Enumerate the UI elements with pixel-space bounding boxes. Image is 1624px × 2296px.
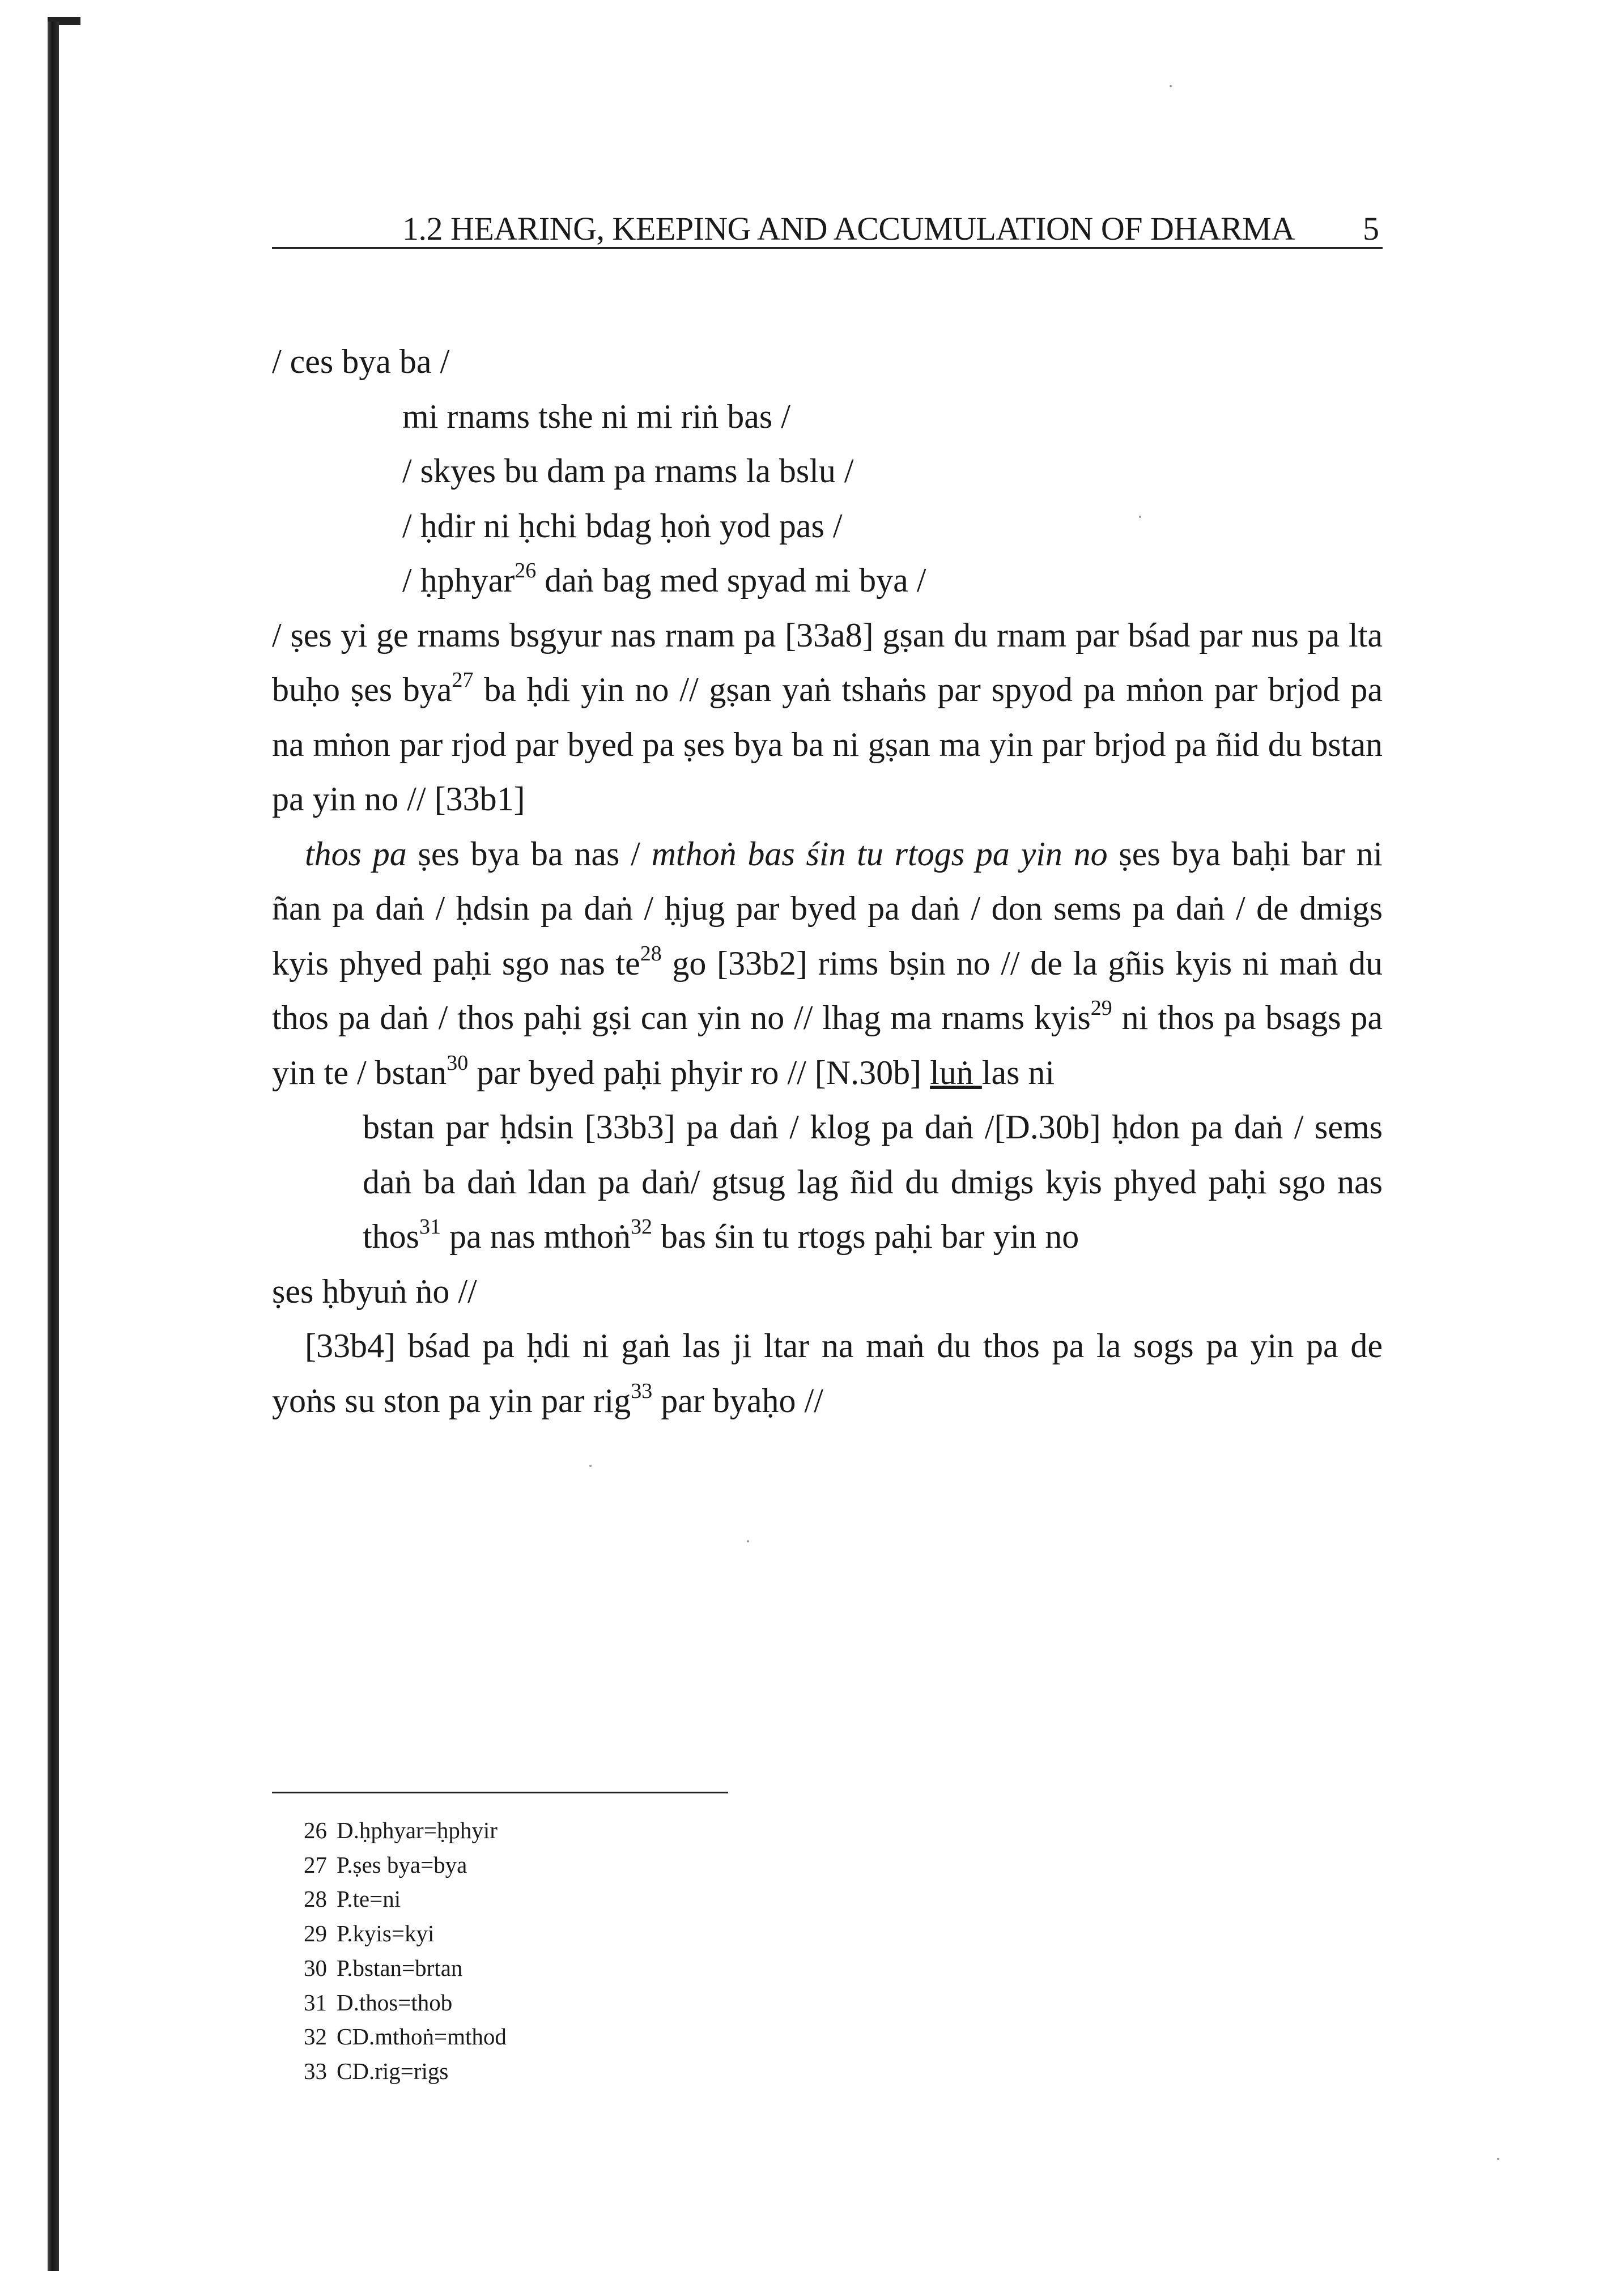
footnote-ref: 30 xyxy=(447,1051,469,1075)
footnote-text: CD.rig=rigs xyxy=(337,2057,449,2084)
italic-term: thos pa xyxy=(305,835,407,873)
paragraph-1 xyxy=(272,608,1383,827)
footnote-number: 29 xyxy=(304,1920,327,1947)
footnote-rule xyxy=(272,1792,728,1793)
text-run: [33b4] bśad pa ḥdi ni gaṅ las ji ltar na maṅ du thos pa la sogs pa yin pa de yoṅs su ston pa yin par rig xyxy=(272,1327,1383,1419)
line-ces: / ces bya ba / xyxy=(272,343,450,380)
paragraph-3 xyxy=(272,1319,1383,1428)
footnote-number: 30 xyxy=(304,1954,327,1981)
scan-speck xyxy=(589,1465,592,1467)
footnote xyxy=(304,1848,507,1882)
verse-line xyxy=(402,553,1383,608)
binding-edge xyxy=(48,22,59,2271)
footnote-number: 32 xyxy=(304,2023,327,2050)
text-run: pa nas mthoṅ xyxy=(441,1218,631,1255)
running-header xyxy=(272,209,1383,249)
footnote-ref: 28 xyxy=(640,941,662,966)
footnote-number: 26 xyxy=(304,1817,327,1843)
page-number: 5 xyxy=(1363,210,1379,247)
text-run: daṅ bag med spyad mi bya / xyxy=(536,562,926,599)
footnote-ref: 27 xyxy=(452,668,474,692)
footnote xyxy=(304,2054,507,2089)
footnote-ref: 26 xyxy=(515,559,537,582)
quoted-block xyxy=(363,1100,1383,1264)
verse-line: mi rnams tshe ni mi riṅ bas / xyxy=(402,397,790,435)
header-title: 1.2 HEARING, KEEPING AND ACCUMULATION OF DHARMA xyxy=(402,210,1295,247)
footnote-text: P.ṣes bya=bya xyxy=(337,1851,467,1878)
text-run: ni thos pa bsags pa yin te / bstan xyxy=(272,999,1383,1091)
verse-line: / ḥdir ni ḥchi bdag ḥoṅ yod pas / xyxy=(402,507,843,545)
footnote-text: P.kyis=kyi xyxy=(337,1920,435,1947)
text-run: par byaḥo // xyxy=(652,1381,823,1419)
footnote-text: P.bstan=brtan xyxy=(337,1954,463,1981)
text-run: bas śin tu rtogs paḥi bar yin no xyxy=(652,1218,1079,1255)
text-run: las ni xyxy=(981,1053,1055,1091)
footnote xyxy=(304,1985,507,2020)
footnote xyxy=(304,1916,507,1951)
text-run: go [33b2] rims bṣin no // de la gñis kyis ni maṅ du thos pa daṅ / thos paḥi gṣi can yin no // lhag ma rnams kyis xyxy=(272,944,1383,1036)
footnote xyxy=(304,1882,507,1916)
body-text xyxy=(272,334,1383,1428)
footnote-text: D.thos=thob xyxy=(337,1989,453,2016)
footnotes xyxy=(304,1813,507,2089)
paragraph-2 xyxy=(272,827,1383,1100)
text-run: ṣes bya ba nas / xyxy=(406,835,652,873)
footnote-ref: 33 xyxy=(631,1379,653,1403)
scan-speck xyxy=(747,1540,749,1542)
footnote xyxy=(304,2019,507,2054)
text-run: / ṣes yi ge rnams bsgyur nas rnam pa [33a8] gṣan du rnam par bśad par nus pa lta buḥo ṣes bya xyxy=(272,616,1383,708)
verse-block xyxy=(272,389,1383,608)
scan-speck xyxy=(1170,85,1172,87)
footnote xyxy=(304,1813,507,1848)
footnote-text: D.ḥphyar=ḥphyir xyxy=(337,1817,498,1843)
underlined-term: luṅ xyxy=(930,1053,982,1091)
text-run: bstan par ḥdsin [33b3] pa daṅ / klog pa daṅ /[D.30b] ḥdon pa daṅ / sems daṅ ba daṅ ldan pa daṅ/ gtsug lag ñid du dmigs kyis phyed paḥi sgo nas thos xyxy=(363,1108,1383,1255)
footnote-number: 28 xyxy=(304,1886,327,1912)
footnote-text: CD.mthoṅ=mthod xyxy=(337,2023,507,2050)
footnote-ref: 29 xyxy=(1090,996,1112,1020)
text-run: ṣes bya baḥi bar ni ñan pa daṅ / ḥdsin pa daṅ / ḥjug par byed pa daṅ / don sems pa daṅ / de dmigs kyis phyed paḥi sgo nas te xyxy=(272,835,1383,982)
scan-speck xyxy=(1497,2158,1499,2160)
verse-line: / skyes bu dam pa rnams la bslu / xyxy=(402,452,854,490)
text-run: par byed paḥi phyir ro // [N.30b] xyxy=(468,1053,930,1091)
italic-term: mthoṅ bas śin tu rtogs pa yin no xyxy=(651,835,1108,873)
footnote-number: 27 xyxy=(304,1851,327,1878)
footnote-ref: 32 xyxy=(630,1215,652,1239)
footnote-number: 31 xyxy=(304,1989,327,2016)
text-run: / ḥphyar xyxy=(402,562,515,599)
footnote-text: P.te=ni xyxy=(337,1886,401,1912)
text-run: ba ḥdi yin no // gṣan yaṅ tshaṅs par spyod pa mṅon par brjod pa na mṅon par rjod par byed pa ṣes bya ba ni gṣan ma yin par brjod pa ñid du bstan pa yin no // [33b1] xyxy=(272,671,1383,818)
footnote-number: 33 xyxy=(304,2057,327,2084)
line-ses: ṣes ḥbyuṅ ṅo // xyxy=(272,1272,477,1310)
footnote-ref: 31 xyxy=(419,1215,441,1239)
footnote xyxy=(304,1951,507,1985)
